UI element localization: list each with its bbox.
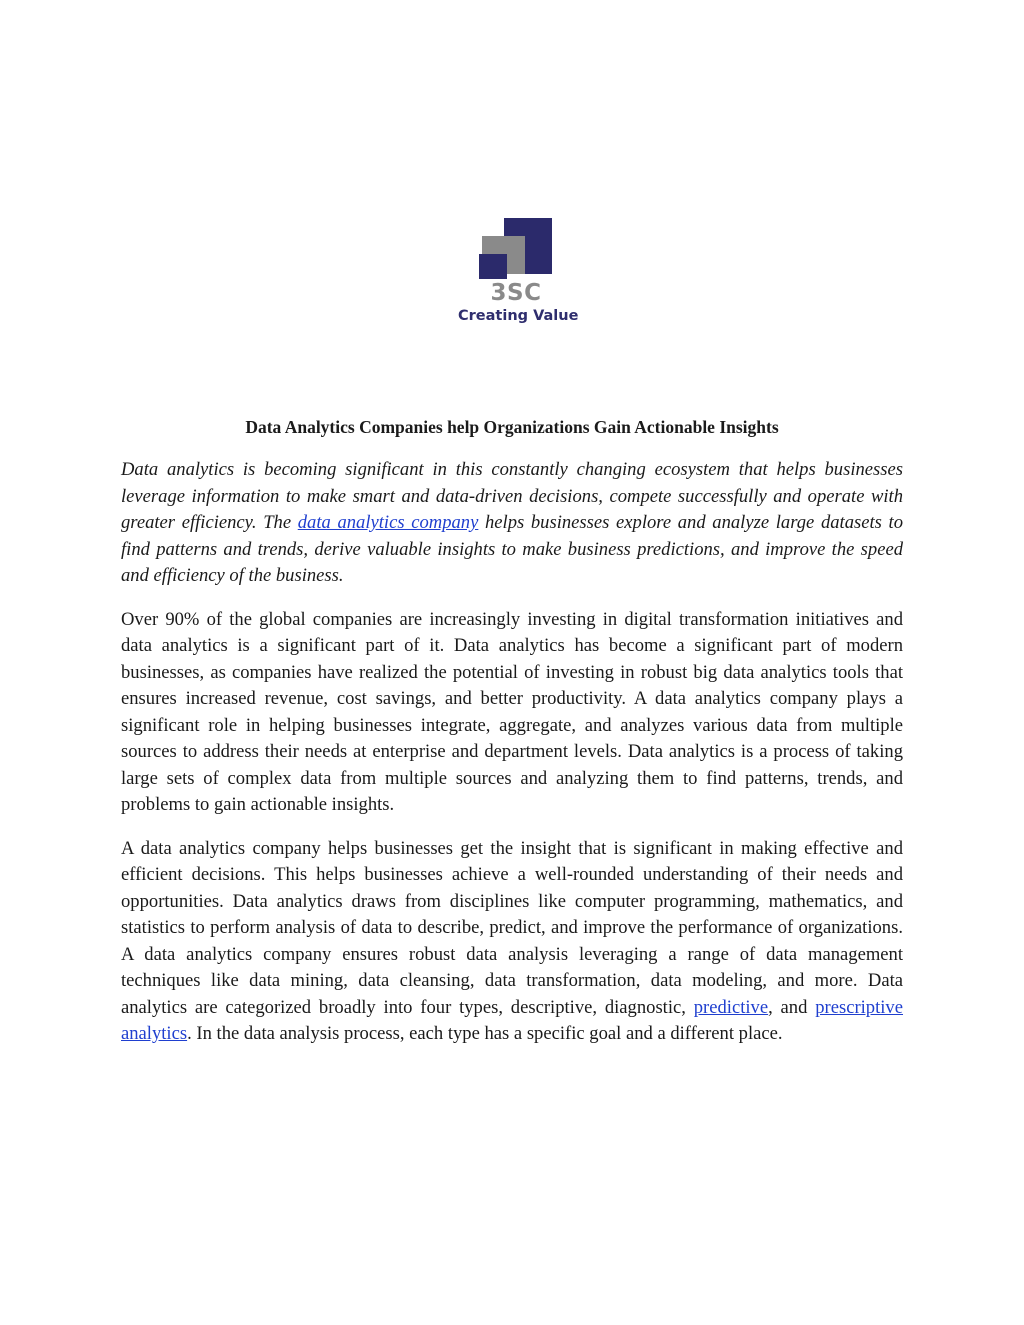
- paragraph-text: , and: [768, 996, 816, 1018]
- document-body: [121, 457, 903, 1065]
- document-title: Data Analytics Companies help Organizations Gain Actionable Insights: [245, 417, 779, 437]
- logo-squares-icon: [458, 216, 582, 280]
- paragraph-text: helps businesses explore and analyze large datasets to find patterns and trends, derive valuable insights to make business predictions, and improve the speed and efficiency of the business.: [121, 512, 903, 586]
- predictive-link[interactable]: predictive: [693, 996, 769, 1018]
- body-paragraph: Over 90% of the global companies are increasingly investing in digital transformation initiatives and data analytics is a significant part of it. Data analytics has become a significant part of modern businesses, as companies have realized the potential of investing in robust big data analytics tools that ensures increased revenue, cost savings, and better productivity. A data analytics company plays a significant role in helping businesses integrate, aggregate, and analyzes various data from multiple sources to address their needs at enterprise and department levels. Data analytics is a process of taking large sets of complex data from multiple sources and analyzing them to find patterns, trends, and problems to gain actionable insights.: [121, 608, 903, 815]
- body-paragraph: [121, 836, 903, 1048]
- data-analytics-company-link[interactable]: data analytics company: [297, 512, 479, 533]
- prescriptive-analytics-link[interactable]: prescriptive analytics: [121, 996, 903, 1044]
- intro-paragraph: [121, 457, 903, 590]
- paragraph-text: Data analytics is becoming significant in this constantly changing ecosystem that helps businesses leverage information to make smart and data-driven decisions, compete successfully and operate with greater efficiency. The: [121, 459, 903, 533]
- paragraph-text: . In the data analysis process, each type has a specific goal and a different place.: [187, 1023, 783, 1044]
- logo-tagline: Creating Value: [458, 308, 579, 324]
- logo-name: 3SC: [490, 280, 542, 306]
- paragraph-text: A data analytics company helps businesses get the insight that is significant in making effective and efficient decisions. This helps businesses achieve a well-rounded understanding of their needs and opportunities. Data analytics draws from disciplines like computer programming, mathematics, and statistics to perform analysis of data to describe, predict, and improve the performance of organizations. A data analytics company ensures robust data analysis leveraging a range of data management techniques like data mining, data cleansing, data transformation, data modeling, and more. Data analytics are categorized broadly into four types, descriptive, diagnostic,: [121, 837, 903, 1018]
- company-logo: [458, 216, 582, 328]
